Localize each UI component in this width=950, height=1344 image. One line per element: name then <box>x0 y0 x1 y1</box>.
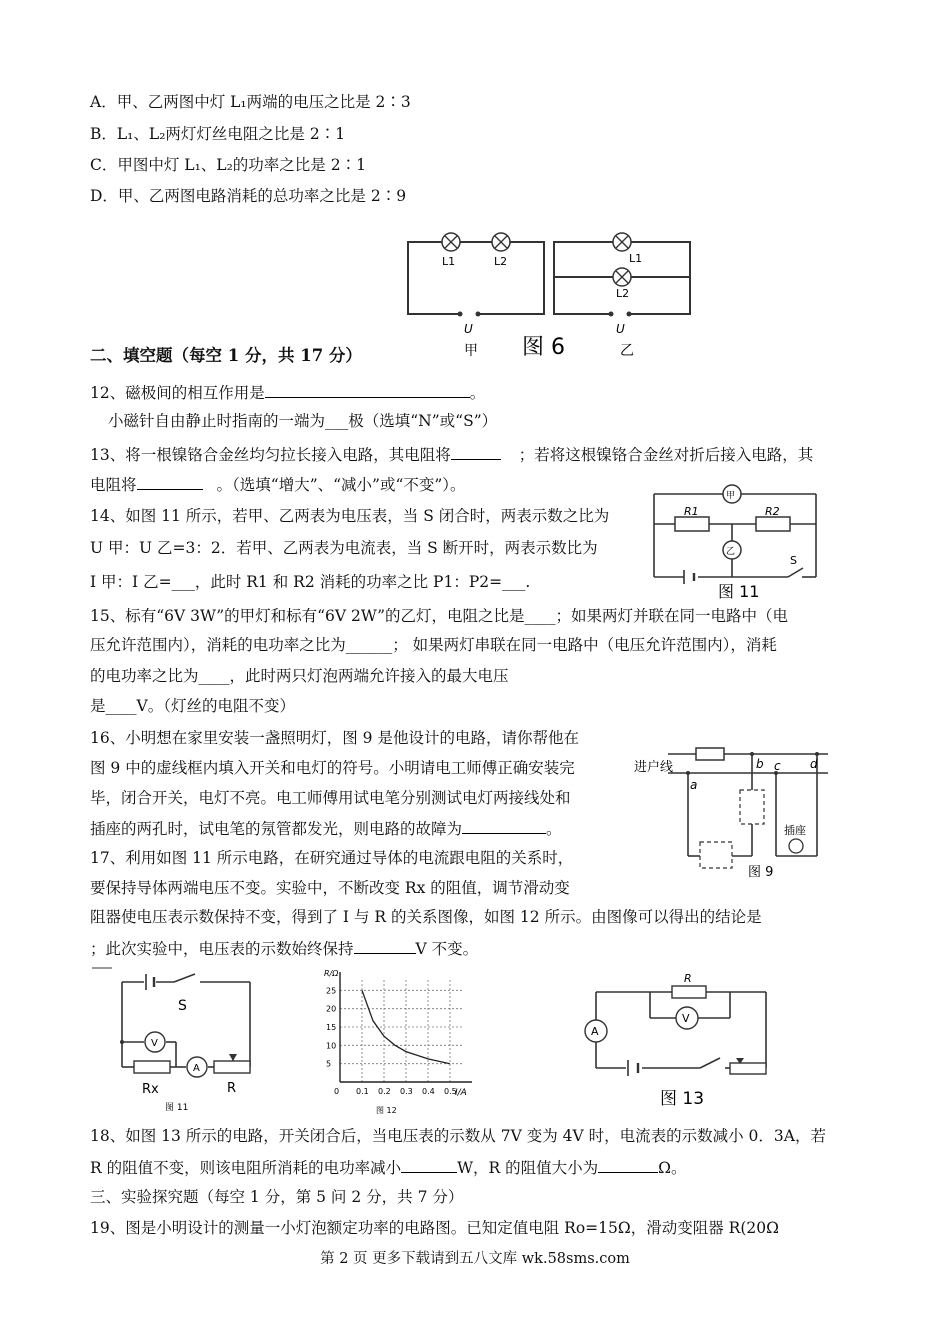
fig9-c-label: c <box>774 759 781 773</box>
fig6-l2-label-yi: L2 <box>616 287 630 300</box>
chart-y-tick-label: 15 <box>326 1023 337 1032</box>
option-a: A．甲、乙两图中灯 L₁两端的电压之比是 2∶3 <box>90 93 411 111</box>
q17-line4: ；此次实验中，电压表的示数始终保持 V 不变。 <box>90 940 479 958</box>
fig6-jia-label: 甲 <box>464 343 478 359</box>
fig6-l2-label-jia: L2 <box>494 255 508 268</box>
fig9-caption: 图 9 <box>748 865 774 880</box>
option-b: B．L₁、L₂两灯灯丝电阻之比是 2∶1 <box>90 125 346 143</box>
fig11b-a-meter: A <box>193 1063 200 1074</box>
q15-line4: 是____V。（灯丝的电阻不变） <box>90 697 295 715</box>
q12-line2: 小磁针自由静止时指南的一端为___极（选填“N”或“S”） <box>108 412 498 430</box>
figure-6 <box>404 222 700 360</box>
fig11-r2-label: R2 <box>765 505 780 518</box>
fig13-r-label: R <box>684 972 692 985</box>
fig6-u-label-jia: U <box>464 322 473 336</box>
fig11-caption: 图 11 <box>718 582 760 600</box>
chart-x-tick-label: 0.3 <box>400 1087 413 1096</box>
fig13-v-meter: V <box>682 1012 690 1025</box>
fig6-yi-label: 乙 <box>620 343 634 359</box>
figure-13 <box>580 966 776 1108</box>
q18-line2: R 的阻值不变，则该电阻所消耗的电功率减小 W，R 的阻值大小为 Ω。 <box>90 1159 687 1177</box>
q14-line2: U 甲：U 乙=3：2．若甲、乙两表为电流表，当 S 断开时，两表示数比为 <box>90 539 598 557</box>
fig6-u-label-yi: U <box>616 322 625 336</box>
q16-line2: 图 9 中的虚线框内填入开关和电灯的符号。小明请电工师傅正确安装完 <box>90 759 575 777</box>
fig11-jia-meter: 甲 <box>726 491 736 501</box>
chart-y-tick-label: 20 <box>326 1004 337 1014</box>
option-c: C．甲图中灯 L₁、L₂的功率之比是 2∶1 <box>90 156 366 174</box>
figure-9 <box>632 734 840 880</box>
q16-line1: 16、小明想在家里安装一盏照明灯，图 9 是他设计的电路，请你帮他在 <box>90 729 579 747</box>
fig11b-r-label: R <box>227 1081 237 1096</box>
fig9-b-label: b <box>756 757 764 771</box>
fig11-r1-label: R1 <box>684 505 699 518</box>
fig9-a-label: a <box>690 778 698 792</box>
q13-line2: 电阻将 。（选填“增大”、“减小”或“不变”）。 <box>90 476 466 494</box>
q17-line2: 要保持导体两端电压不变。实验中，不断改变 Rx 的阻值，调节滑动变 <box>90 879 570 897</box>
figure-11-bottom <box>90 962 260 1112</box>
fig11-yi-meter: 乙 <box>726 547 736 557</box>
q15-line2: 压允许范围内），消耗的电功率之比为______； 如果两灯串联在同一电路中（电压允许范围内），消耗 <box>90 636 777 654</box>
q15-line1: 15、标有“6V 3W”的甲灯和标有“6V 2W”的乙灯，电阻之比是____；如果两灯并联在同一电路中（电 <box>90 607 789 625</box>
q18-line1: 18、如图 13 所示的电路，开关闭合后，当电压表的示数从 7V 变为 4V 时，电流表的示数减小 0．3A，若 <box>90 1127 826 1145</box>
fig6-caption: 图 6 <box>522 335 565 360</box>
fig11b-rx-label: Rx <box>142 1082 159 1097</box>
q13-line1: 13、将一根镍铬合金丝均匀拉长接入电路，其电阻将 ；若将这根镍铬合金丝对折后接入电路，其 <box>90 446 814 464</box>
chart-x-tick-label: 0.4 <box>422 1087 435 1096</box>
q12-line1: 12、磁极间的相互作用是 。 <box>90 384 486 402</box>
fig9-d-label: d <box>810 757 818 771</box>
fig11-s-label: S <box>790 554 797 567</box>
chart-y-tick-label: 10 <box>326 1041 337 1051</box>
q16-line4: 插座的两孔时，试电笔的氖管都发光，则电路的故障为 。 <box>90 820 562 838</box>
fig6-l1-label-jia: L1 <box>442 255 456 268</box>
chart-y-tick-label: 25 <box>326 986 337 996</box>
fig13-a-meter: A <box>591 1025 599 1038</box>
option-d: D．甲、乙两图电路消耗的总功率之比是 2∶9 <box>90 187 407 205</box>
fig9-inlet-label: 进户线 <box>634 760 674 775</box>
fig11b-s-label: S <box>178 998 187 1014</box>
fig11b-v-meter: V <box>151 1038 158 1049</box>
q14-line3: I 甲：I 乙=___，此时 R1 和 R2 消耗的功率之比 P1：P2=___. <box>90 573 531 591</box>
chart-y-tick-label: 5 <box>326 1059 332 1069</box>
fig11b-caption: 图 11 <box>165 1103 189 1112</box>
chart-x-tick-label: 0.2 <box>378 1087 391 1096</box>
section-2-title: 二、填空题（每空 1 分，共 17 分） <box>90 346 362 365</box>
page-footer: 第 2 页 更多下载请到五八文库 wk.58sms.com <box>320 1251 630 1267</box>
chart-x-tick-label: 0.5 <box>444 1087 457 1096</box>
q19-line1: 19、图是小明设计的测量一小灯泡额定功率的电路图。已知定值电阻 Ro=15Ω，滑动变阻器 R(20Ω <box>90 1219 779 1237</box>
fig13-caption: 图 13 <box>660 1089 705 1108</box>
q17-line3: 阻器使电压表示数保持不变，得到了 I 与 R 的关系图像，如图 12 所示。由图像可以得出的结论是 <box>90 908 762 926</box>
q17-line1: 17、利用如图 11 所示电路，在研究通过导体的电流跟电阻的关系时， <box>90 849 574 867</box>
chart-xlabel: I/A <box>455 1088 467 1098</box>
figure-11-top <box>648 480 824 600</box>
section-3-title: 三、实验探究题（每空 1 分，第 5 问 2 分，共 7 分） <box>90 1188 464 1206</box>
chart-x-tick-label: 0.1 <box>356 1087 369 1096</box>
chart-caption: 图 12 <box>376 1106 397 1114</box>
figure-12-chart <box>318 964 478 1114</box>
q14-line1: 14、如图 11 所示，若甲、乙两表为电压表，当 S 闭合时，两表示数之比为 <box>90 507 610 525</box>
q16-line3: 毕，闭合开关，电灯不亮。电工师傅用试电笔分别测试电灯两接线处和 <box>90 789 571 807</box>
fig9-socket-label: 插座 <box>784 824 806 837</box>
fig6-l1-label-yi: L1 <box>629 252 643 265</box>
chart-x-tick-label: 0 <box>334 1087 340 1096</box>
chart-ylabel: R/Ω <box>324 969 339 978</box>
q15-line3: 的电功率之比为____，此时两只灯泡两端允许接入的最大电压 <box>90 667 509 685</box>
chart-grid <box>340 978 462 1082</box>
